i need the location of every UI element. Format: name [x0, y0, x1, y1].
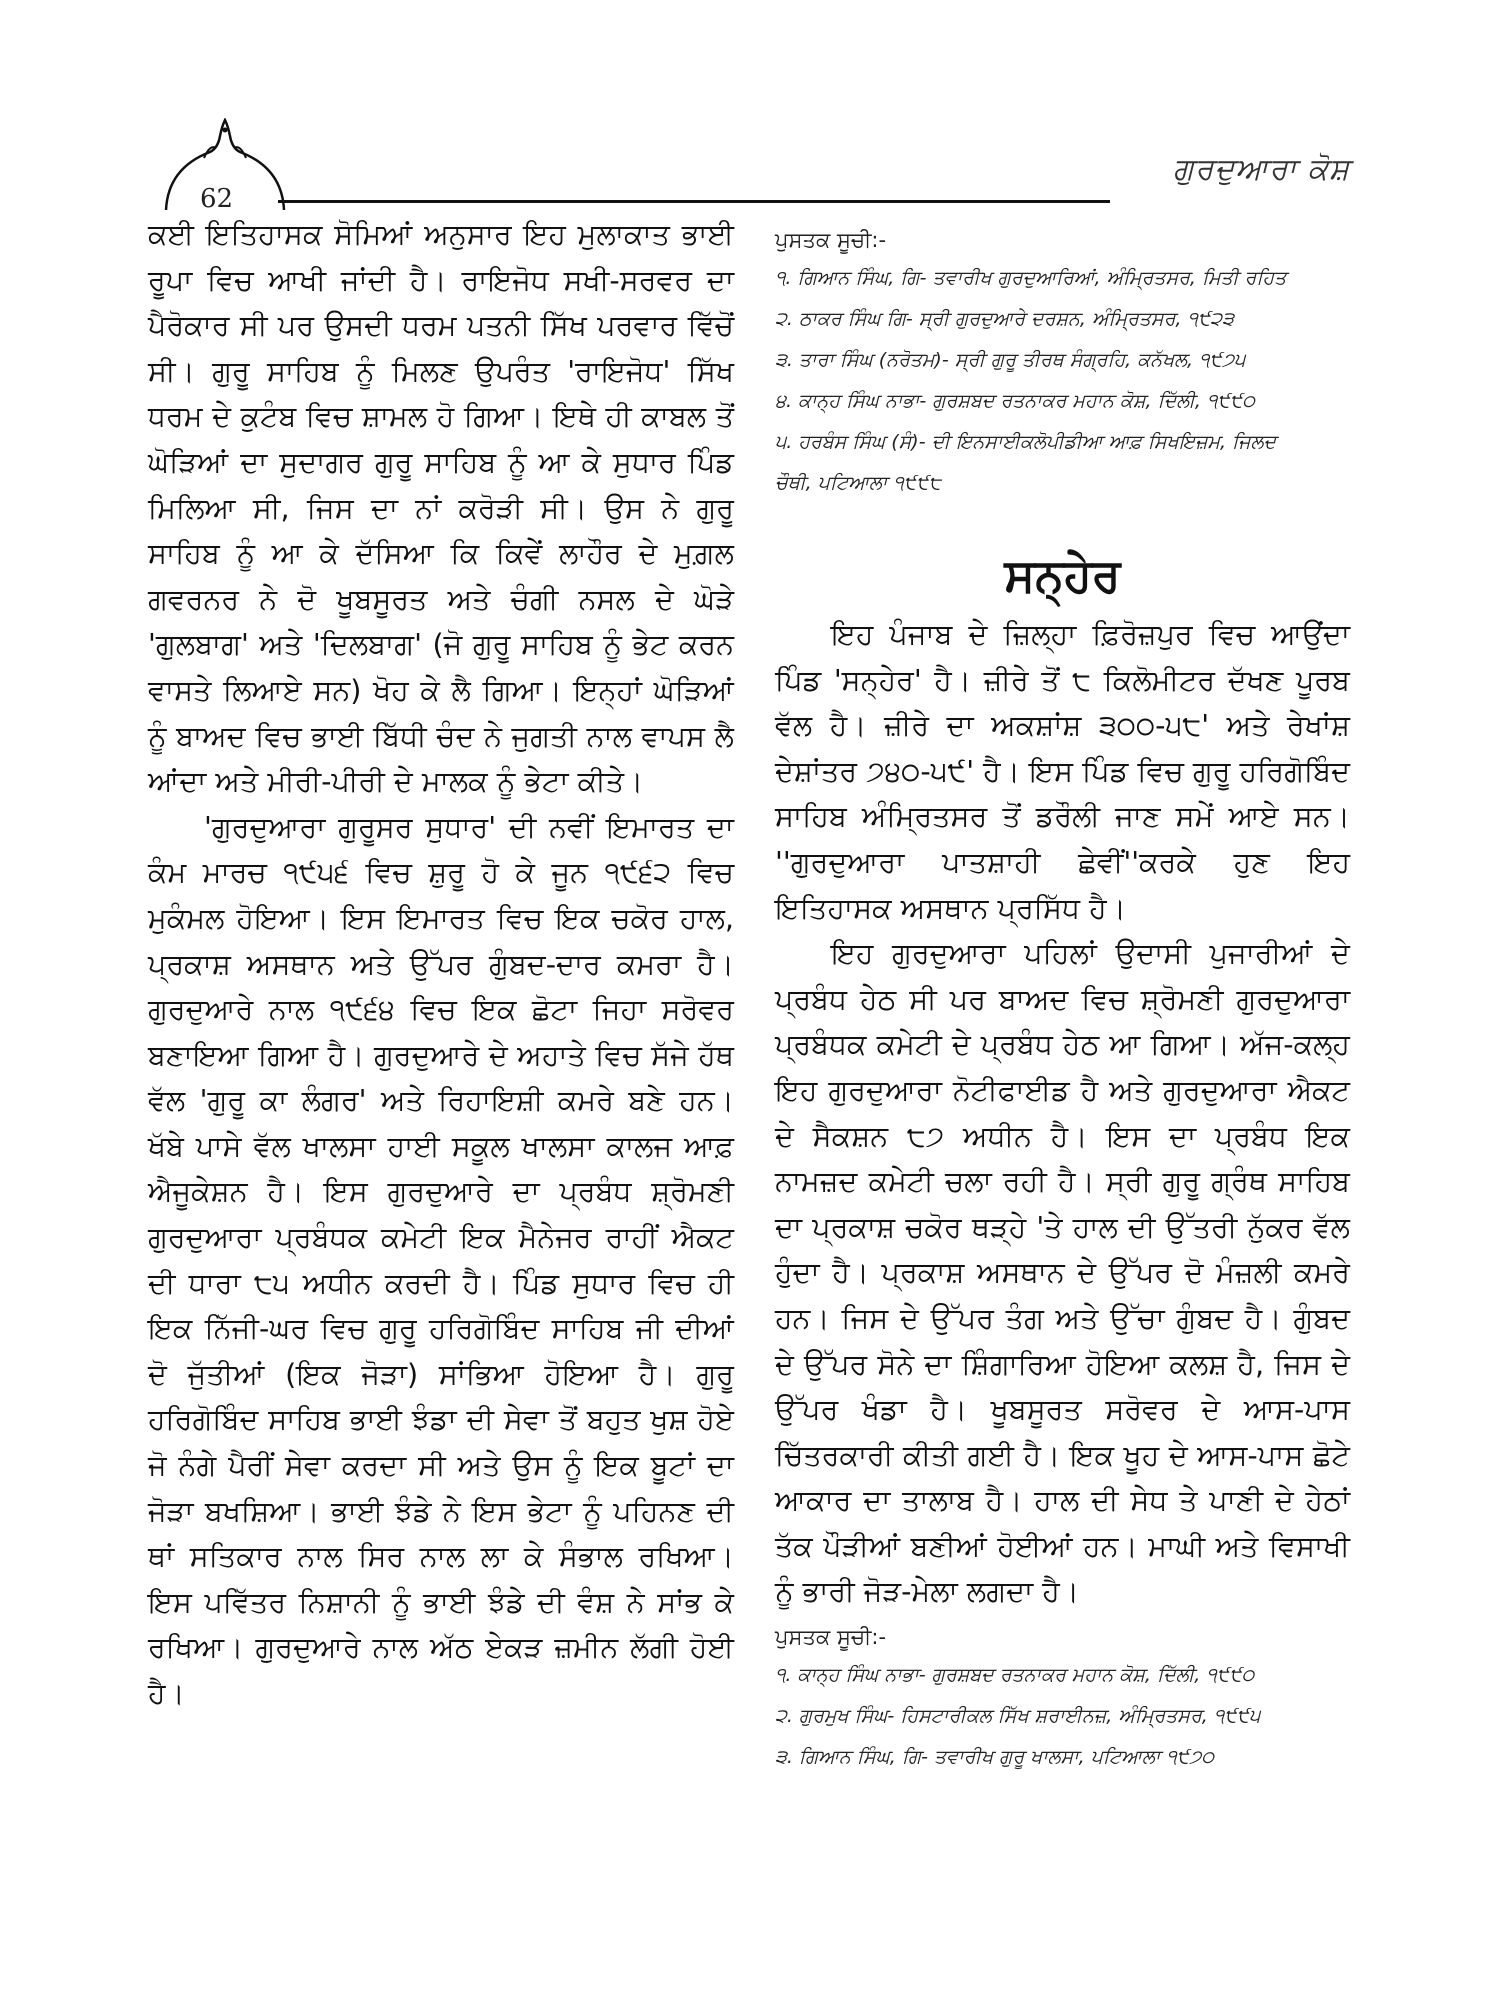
running-header-title: ਗੁਰਦੁਆਰਾ ਕੋਸ਼	[1172, 152, 1350, 187]
bibliography-heading: ਪੁਸਤਕ ਸੂਚੀ:-	[775, 1625, 887, 1650]
right-column	[775, 222, 1350, 1778]
header-rule	[278, 200, 1110, 203]
bibliography-list	[775, 258, 1350, 504]
bibliography-item: ੧. ਕਾਨ੍ਹ ਸਿੰਘ ਨਾਭਾ- ਗੁਰਸ਼ਬਦ ਰਤਨਾਕਰ ਮਹਾਨ ਕੋਸ਼, ਦਿੱਲੀ, ੧੯੯੦	[775, 1664, 1255, 1687]
left-column	[148, 212, 734, 1717]
body-paragraph: ਇਹ ਪੰਜਾਬ ਦੇ ਜ਼ਿਲ੍ਹਾ ਫ਼ਿਰੋਜ਼ਪੁਰ ਵਿਚ ਆਉਂਦਾ ਪਿੰਡ 'ਸਨ੍ਹੇਰ' ਹੈ। ਜ਼ੀਰੇ ਤੋਂ ੮ ਕਿਲੋਮੀਟਰ ਦੱਖਣ ਪੂਰਬ ਵੱਲ ਹੈ। ਜ਼ੀਰੇ ਦਾ ਅਕਸ਼ਾਂਸ਼ ੩੦੦-੫੮' ਅਤੇ ਰੇਖਾਂਸ਼ ਦੇਸ਼ਾਂਤਰ ੭੪੦-੫੯' ਹੈ। ਇਸ ਪਿੰਡ ਵਿਚ ਗੁਰੂ ਹਰਿਗੋਬਿੰਦ ਸਾਹਿਬ ਅੰਮ੍ਰਿਤਸਰ ਤੋਂ ਡਰੌਲੀ ਜਾਣ ਸਮੇਂ ਆਏ ਸਨ। ''ਗੁਰਦੁਆਰਾ ਪਾਤਸ਼ਾਹੀ ਛੇਵੀਂ''ਕਰਕੇ ਹੁਣ ਇਹ ਇਤਿਹਾਸਕ ਅਸਥਾਨ ਪ੍ਰਸਿੱਧ ਹੈ।	[775, 617, 1350, 925]
page-number: 62	[200, 184, 234, 214]
bibliography-heading: ਪੁਸਤਕ ਸੂਚੀ:-	[775, 228, 887, 252]
bibliography-item: ੧. ਗਿਆਨ ਸਿੰਘ, ਗਿ- ਤਵਾਰੀਖ ਗੁਰਦੁਆਰਿਆਂ, ਅੰਮ੍ਰਿਤਸਰ, ਮਿਤੀ ਰਹਿਤ	[775, 267, 1287, 289]
bibliography-item: ੩. ਗਿਆਨ ਸਿੰਘ, ਗਿ- ਤਵਾਰੀਖ ਗੁਰੂ ਖਾਲਸਾ, ਪਟਿਆਲਾ ੧੯੭੦	[775, 1746, 1214, 1769]
bibliography-item: ਚੌਥੀ, ਪਟਿਆਲਾ ੧੯੯੮	[775, 472, 941, 494]
bibliography-item: ੪. ਕਾਨ੍ਹ ਸਿੰਘ ਨਾਭਾ- ਗੁਰਸ਼ਬਦ ਰਤਨਾਕਰ ਮਹਾਨ ਕੋਸ਼, ਦਿੱਲੀ, ੧੯੯੦	[775, 390, 1255, 412]
body-paragraph: ਕਈ ਇਤਿਹਾਸਕ ਸੋਮਿਆਂ ਅਨੁਸਾਰ ਇਹ ਮੁਲਾਕਾਤ ਭਾਈ ਰੂਪਾ ਵਿਚ ਆਖੀ ਜਾਂਦੀ ਹੈ। ਰਾਇਜੋਧ ਸਖੀ-ਸਰਵਰ ਦਾ ਪੈਰੋਕਾਰ ਸੀ ਪਰ ਉਸਦੀ ਧਰਮ ਪਤਨੀ ਸਿੱਖ ਪਰਵਾਰ ਵਿੱਚੋਂ ਸੀ। ਗੁਰੂ ਸਾਹਿਬ ਨੂੰ ਮਿਲਣ ਉਪਰੰਤ 'ਰਾਇਜੋਧ' ਸਿੱਖ ਧਰਮ ਦੇ ਕੁਟੰਬ ਵਿਚ ਸ਼ਾਮਲ ਹੋ ਗਿਆ। ਇਥੇ ਹੀ ਕਾਬਲ ਤੋਂ ਘੋੜਿਆਂ ਦਾ ਸੁਦਾਗਰ ਗੁਰੂ ਸਾਹਿਬ ਨੂੰ ਆ ਕੇ ਸੁਧਾਰ ਪਿੰਡ ਮਿਲਿਆ ਸੀ, ਜਿਸ ਦਾ ਨਾਂ ਕਰੋੜੀ ਸੀ। ਉਸ ਨੇ ਗੁਰੂ ਸਾਹਿਬ ਨੂੰ ਆ ਕੇ ਦੱਸਿਆ ਕਿ ਕਿਵੇਂ ਲਾਹੌਰ ਦੇ ਮੁਗ਼ਲ ਗਵਰਨਰ ਨੇ ਦੋ ਖੂਬਸੂਰਤ ਅਤੇ ਚੰਗੀ ਨਸਲ ਦੇ ਘੋੜੇ 'ਗੁਲਬਾਗ' ਅਤੇ 'ਦਿਲਬਾਗ' (ਜੋ ਗੁਰੂ ਸਾਹਿਬ ਨੂੰ ਭੇਟ ਕਰਨ ਵਾਸਤੇ ਲਿਆਏ ਸਨ) ਖੋਹ ਕੇ ਲੈ ਗਿਆ। ਇਨ੍ਹਾਂ ਘੋੜਿਆਂ ਨੂੰ ਬਾਅਦ ਵਿਚ ਭਾਈ ਬਿੱਧੀ ਚੰਦ ਨੇ ਜੁਗਤੀ ਨਾਲ ਵਾਪਸ ਲੈ ਆਂਦਾ ਅਤੇ ਮੀਰੀ-ਪੀਰੀ ਦੇ ਮਾਲਕ ਨੂੰ ਭੇਟਾ ਕੀਤੇ।	[148, 217, 734, 799]
section-title: ਸਨ੍ਹੇਰ	[1004, 548, 1121, 602]
bibliography-item: ੨. ਗੁਰਮੁਖ ਸਿੰਘ- ਹਿਸਟਾਰੀਕਲ ਸਿੱਖ ਸ਼ਰਾਈਨਜ਼, ਅੰਮ੍ਰਿਤਸਰ, ੧੯੯੫	[775, 1705, 1261, 1728]
body-paragraph: 'ਗੁਰਦੁਆਰਾ ਗੁਰੂਸਰ ਸੁਧਾਰ' ਦੀ ਨਵੀਂ ਇਮਾਰਤ ਦਾ ਕੰਮ ਮਾਰਚ ੧੯੫੬ ਵਿਚ ਸ਼ੁਰੂ ਹੋ ਕੇ ਜੂਨ ੧੯੬੨ ਵਿਚ ਮੁਕੰਮਲ ਹੋਇਆ। ਇਸ ਇਮਾਰਤ ਵਿਚ ਇਕ ਚਕੋਰ ਹਾਲ, ਪ੍ਰਕਾਸ਼ ਅਸਥਾਨ ਅਤੇ ਉੱਪਰ ਗੁੰਬਦ-ਦਾਰ ਕਮਰਾ ਹੈ। ਗੁਰਦੁਆਰੇ ਨਾਲ ੧੯੬੪ ਵਿਚ ਇਕ ਛੋਟਾ ਜਿਹਾ ਸਰੋਵਰ ਬਣਾਇਆ ਗਿਆ ਹੈ। ਗੁਰਦੁਆਰੇ ਦੇ ਅਹਾਤੇ ਵਿਚ ਸੱਜੇ ਹੱਥ ਵੱਲ 'ਗੁਰੂ ਕਾ ਲੰਗਰ' ਅਤੇ ਰਿਹਾਇਸ਼ੀ ਕਮਰੇ ਬਣੇ ਹਨ। ਖੱਬੇ ਪਾਸੇ ਵੱਲ ਖਾਲਸਾ ਹਾਈ ਸਕੂਲ ਖਾਲਸਾ ਕਾਲਜ ਆਫ਼ ਐਜੂਕੇਸ਼ਨ ਹੈ। ਇਸ ਗੁਰਦੁਆਰੇ ਦਾ ਪ੍ਰਬੰਧ ਸ਼੍ਰੋਮਣੀ ਗੁਰਦੁਆਰਾ ਪ੍ਰਬੰਧਕ ਕਮੇਟੀ ਇਕ ਮੈਨੇਜਰ ਰਾਹੀਂ ਐਕਟ ਦੀ ਧਾਰਾ ੮੫ ਅਧੀਨ ਕਰਦੀ ਹੈ। ਪਿੰਡ ਸੁਧਾਰ ਵਿਚ ਹੀ ਇਕ ਨਿੱਜੀ-ਘਰ ਵਿਚ ਗੁਰੂ ਹਰਿਗੋਬਿੰਦ ਸਾਹਿਬ ਜੀ ਦੀਆਂ ਦੋ ਜੁੱਤੀਆਂ (ਇਕ ਜੋੜਾ) ਸਾਂਭਿਆ ਹੋਇਆ ਹੈ। ਗੁਰੂ ਹਰਿਗੋਬਿੰਦ ਸਾਹਿਬ ਭਾਈ ਝੰਡਾ ਦੀ ਸੇਵਾ ਤੋਂ ਬਹੁਤ ਖੁਸ਼ ਹੋਏ ਜੋ ਨੰਗੇ ਪੈਰੀਂ ਸੇਵਾ ਕਰਦਾ ਸੀ ਅਤੇ ਉਸ ਨੂੰ ਇਕ ਬੂਟਾਂ ਦਾ ਜੋੜਾ ਬਖਸ਼ਿਆ। ਭਾਈ ਝੰਡੇ ਨੇ ਇਸ ਭੇਟਾ ਨੂੰ ਪਹਿਨਣ ਦੀ ਥਾਂ ਸਤਿਕਾਰ ਨਾਲ ਸਿਰ ਨਾਲ ਲਾ ਕੇ ਸੰਭਾਲ ਰਖਿਆ। ਇਸ ਪਵਿੱਤਰ ਨਿਸ਼ਾਨੀ ਨੂੰ ਭਾਈ ਝੰਡੇ ਦੀ ਵੰਸ਼ ਨੇ ਸਾਂਭ ਕੇ ਰਖਿਆ। ਗੁਰਦੁਆਰੇ ਨਾਲ ਅੱਠ ਏਕੜ ਜ਼ਮੀਨ ਲੱਗੀ ਹੋਈ ਹੈ।	[148, 809, 734, 1710]
bibliography-item: ੫. ਹਰਬੰਸ ਸਿੰਘ (ਸੰ)- ਦੀ ਇਨਸਾਈਕਲੋਪੀਡੀਆ ਆਫ਼ ਸਿਖਇਜ਼ਮ, ਜਿਲਦ	[775, 431, 1277, 453]
bibliography-item: ੩. ਤਾਰਾ ਸਿੰਘ (ਨਰੋਤਮ)- ਸ੍ਰੀ ਗੁਰੂ ਤੀਰਥ ਸੰਗ੍ਰਹਿ, ਕਨੱਖਲ, ੧੯੭੫	[775, 349, 1246, 371]
bibliography-list	[775, 1655, 1350, 1778]
body-paragraph: ਇਹ ਗੁਰਦੁਆਰਾ ਪਹਿਲਾਂ ਉਦਾਸੀ ਪੁਜਾਰੀਆਂ ਦੇ ਪ੍ਰਬੰਧ ਹੇਠ ਸੀ ਪਰ ਬਾਅਦ ਵਿਚ ਸ਼੍ਰੋਮਣੀ ਗੁਰਦੁਆਰਾ ਪ੍ਰਬੰਧਕ ਕਮੇਟੀ ਦੇ ਪ੍ਰਬੰਧ ਹੇਠ ਆ ਗਿਆ। ਅੱਜ-ਕਲ੍ਹ ਇਹ ਗੁਰਦੁਆਰਾ ਨੋਟੀਫਾਈਡ ਹੈ ਅਤੇ ਗੁਰਦੁਆਰਾ ਐਕਟ ਦੇ ਸੈਕਸ਼ਨ ੮੭ ਅਧੀਨ ਹੈ। ਇਸ ਦਾ ਪ੍ਰਬੰਧ ਇਕ ਨਾਮਜ਼ਦ ਕਮੇਟੀ ਚਲਾ ਰਹੀ ਹੈ। ਸ੍ਰੀ ਗੁਰੂ ਗ੍ਰੰਥ ਸਾਹਿਬ ਦਾ ਪ੍ਰਕਾਸ਼ ਚਕੋਰ ਥੜ੍ਹੇ 'ਤੇ ਹਾਲ ਦੀ ਉੱਤਰੀ ਨੁੱਕਰ ਵੱਲ ਹੁੰਦਾ ਹੈ। ਪ੍ਰਕਾਸ਼ ਅਸਥਾਨ ਦੇ ਉੱਪਰ ਦੋ ਮੰਜ਼ਲੀ ਕਮਰੇ ਹਨ। ਜਿਸ ਦੇ ਉੱਪਰ ਤੰਗ ਅਤੇ ਉੱਚਾ ਗੁੰਬਦ ਹੈ। ਗੁੰਬਦ ਦੇ ਉੱਪਰ ਸੋਨੇ ਦਾ ਸ਼ਿੰਗਾਰਿਆ ਹੋਇਆ ਕਲਸ਼ ਹੈ, ਜਿਸ ਦੇ ਉੱਪਰ ਖੰਡਾ ਹੈ। ਖੂਬਸੂਰਤ ਸਰੋਵਰ ਦੇ ਆਸ-ਪਾਸ ਚਿੱਤਰਕਾਰੀ ਕੀਤੀ ਗਈ ਹੈ। ਇਕ ਖੂਹ ਦੇ ਆਸ-ਪਾਸ ਛੋਟੇ ਆਕਾਰ ਦਾ ਤਾਲਾਬ ਹੈ। ਹਾਲ ਦੀ ਸੇਧ ਤੇ ਪਾਣੀ ਦੇ ਹੇਠਾਂ ਤੱਕ ਪੌੜੀਆਂ ਬਣੀਆਂ ਹੋਈਆਂ ਹਨ। ਮਾਘੀ ਅਤੇ ਵਿਸਾਖੀ ਨੂੰ ਭਾਰੀ ਜੋੜ-ਮੇਲਾ ਲਗਦਾ ਹੈ।	[775, 936, 1350, 1609]
bibliography-item: ੨. ਠਾਕਰ ਸਿੰਘ ਗਿ- ਸ੍ਰੀ ਗੁਰਦੁਆਰੇ ਦਰਸ਼ਨ, ਅੰਮ੍ਰਿਤਸਰ, ੧੯੨੩	[775, 308, 1234, 330]
